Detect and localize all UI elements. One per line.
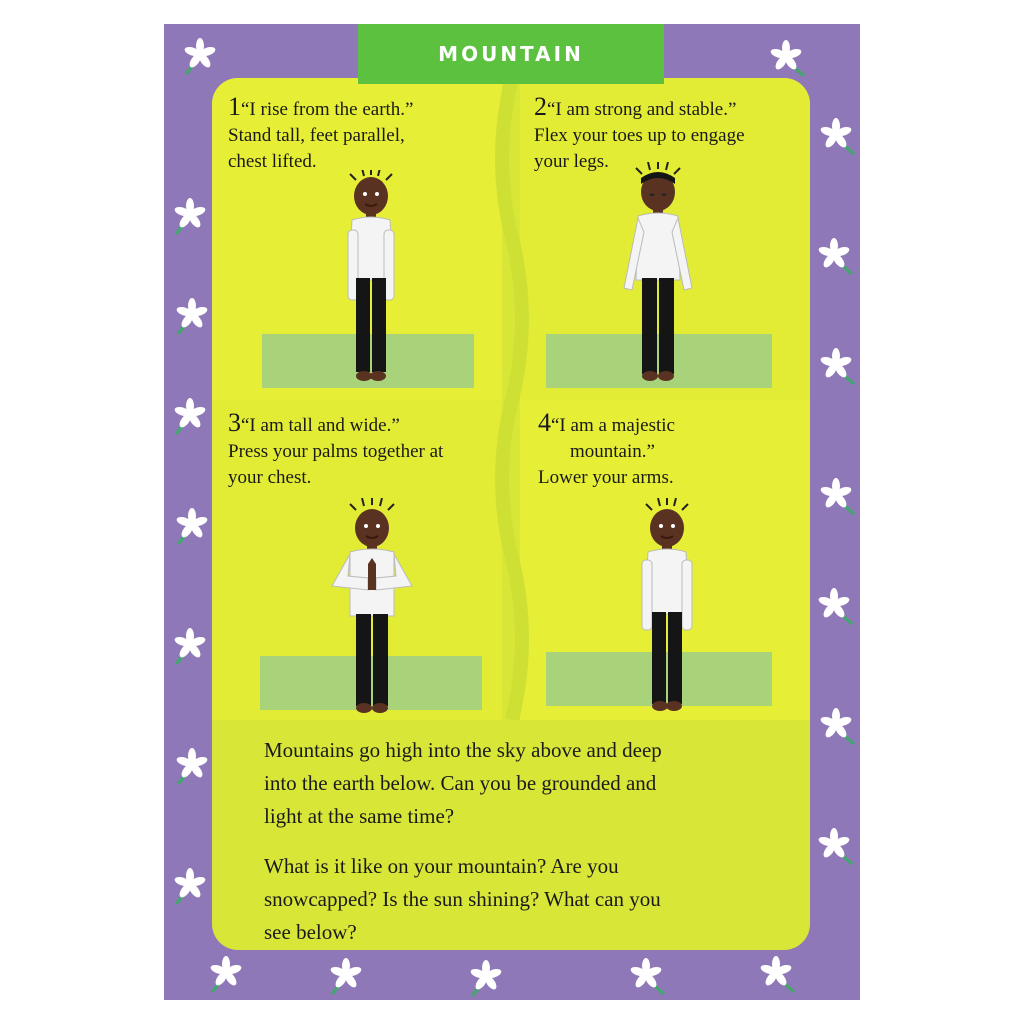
mountain-yoga-card [164,24,860,1000]
white-flower-icon [170,294,214,338]
white-flower-icon [814,114,858,158]
white-flower-icon [178,34,222,78]
child-palms-together-pose [324,498,420,716]
step-instruction-line: your legs. [534,151,609,172]
title-bar [358,24,664,84]
step-number: 2 [534,92,547,121]
step-quote: “I rise from the earth.” [241,99,414,120]
white-flower-icon [324,954,368,998]
child-looking-down-pose [620,162,696,384]
content-panel [212,78,810,950]
step-number: 4 [538,408,551,437]
step-quote: “I am strong and stable.” [547,99,737,120]
step-3 [228,410,512,491]
paragraph-line: into the earth below. Can you be grounded and [264,771,657,795]
white-flower-icon [464,956,508,1000]
paragraph-line: see below? [264,920,357,944]
paragraph-line: light at the same time? [264,804,455,828]
white-flower-icon [812,824,856,868]
step-number: 3 [228,408,241,437]
white-flower-icon [814,704,858,748]
step-number: 1 [228,92,241,121]
child-standing-pose [338,170,404,382]
white-flower-icon [764,36,808,80]
step-quote: “I am tall and wide.” [241,415,400,436]
white-flower-icon [814,474,858,518]
step-instruction-line: Stand tall, feet parallel, [228,125,405,146]
card-title: MOUNTAIN [438,42,584,66]
step-quote-continued: mountain.” [570,441,655,462]
white-flower-icon [168,624,212,668]
paragraph-line: What is it like on your mountain? Are you [264,854,619,878]
white-flower-icon [754,952,798,996]
child-arms-lowered-pose [634,498,700,714]
step-instruction-line: Lower your arms. [538,467,674,488]
white-flower-icon [170,744,214,788]
white-flower-icon [204,952,248,996]
white-flower-icon [812,234,856,278]
step-quote: “I am a majestic [551,415,675,436]
white-flower-icon [814,344,858,388]
white-flower-icon [168,194,212,238]
step-instruction-line: chest lifted. [228,151,317,172]
paragraph-2 [264,850,784,949]
paragraph-line: Mountains go high into the sky above and deep [264,738,662,762]
paragraph-line: snowcapped? Is the sun shining? What can you [264,887,661,911]
white-flower-icon [624,954,668,998]
paragraph-1 [264,734,784,833]
white-flower-icon [812,584,856,628]
white-flower-icon [168,864,212,908]
white-flower-icon [170,504,214,548]
step-instruction-line: Press your palms together at [228,441,444,462]
white-flower-icon [168,394,212,438]
step-1 [228,94,508,175]
step-4 [538,410,800,491]
step-instruction-line: Flex your toes up to engage [534,125,745,146]
step-instruction-line: your chest. [228,467,312,488]
